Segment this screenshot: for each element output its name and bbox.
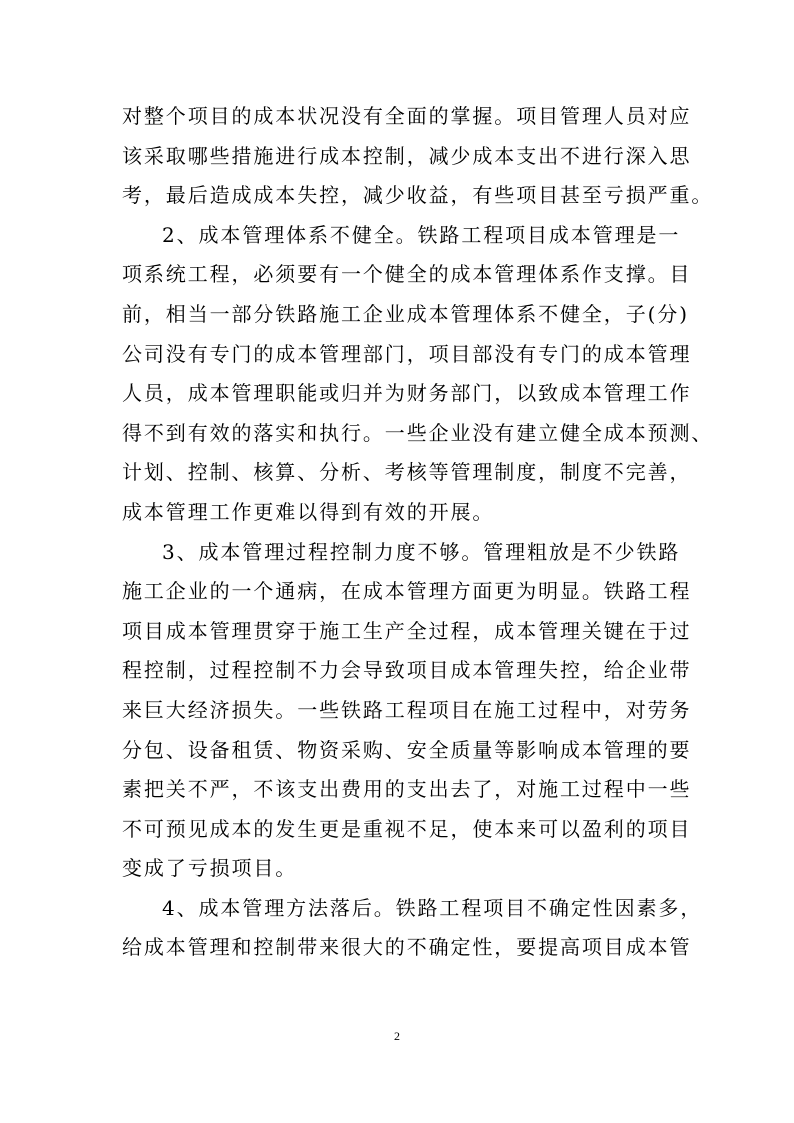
text-line: 不可预见成本的发生更是重视不足，使本来可以盈利的项目 xyxy=(122,816,692,841)
text-line: 变成了亏损项目。 xyxy=(122,856,298,881)
text-line: 前，相当一部分铁路施工企业成本管理体系不健全，子(分) xyxy=(122,301,689,326)
paragraph-first-line: 4、成本管理方法落后。铁路工程项目不确定性因素多， xyxy=(162,895,703,920)
page-number: 2 xyxy=(394,1029,400,1043)
text-line: 对整个项目的成本状况没有全面的掌握。项目管理人员对应 xyxy=(122,104,692,128)
document-body xyxy=(122,97,714,968)
text-line: 程控制，过程控制不力会导致项目成本管理失控，给企业带 xyxy=(122,658,692,683)
text-line: 项目成本管理贯穿于施工生产全过程，成本管理关键在于过 xyxy=(122,618,692,643)
text-line: 计划、控制、核算、分析、考核等管理制度，制度不完善， xyxy=(122,460,692,485)
text-line: 人员，成本管理职能或归并为财务部门，以致成本管理工作 xyxy=(122,381,692,406)
text-line: 成本管理工作更难以得到有效的开展。 xyxy=(122,499,495,524)
text-line: 得不到有效的落实和执行。一些企业没有建立健全成本预测、 xyxy=(122,420,714,445)
text-line: 该采取哪些措施进行成本控制，减少成本支出不进行深入思 xyxy=(122,143,692,168)
paragraph-first-line: 2、成本管理体系不健全。铁路工程项目成本管理是一 xyxy=(162,222,681,247)
text-line: 公司没有专门的成本管理部门，项目部没有专门的成本管理 xyxy=(122,341,692,366)
text-line: 考，最后造成成本失控，减少收益，有些项目甚至亏损严重。 xyxy=(122,183,714,208)
paragraph-first-line: 3、成本管理过程控制力度不够。管理粗放是不少铁路 xyxy=(162,539,681,564)
text-line: 项系统工程，必须要有一个健全的成本管理体系作支撑。目 xyxy=(122,262,692,287)
text-line: 素把关不严，不该支出费用的支出去了，对施工过程中一些 xyxy=(122,777,692,802)
text-line: 给成本管理和控制带来很大的不确定性，要提高项目成本管 xyxy=(122,935,692,960)
text-line: 来巨大经济损失。一些铁路工程项目在施工过程中，对劳务 xyxy=(122,697,692,722)
text-line: 分包、设备租赁、物资采购、安全质量等影响成本管理的要 xyxy=(122,737,692,762)
text-line: 施工企业的一个通病，在成本管理方面更为明显。铁路工程 xyxy=(122,579,692,604)
